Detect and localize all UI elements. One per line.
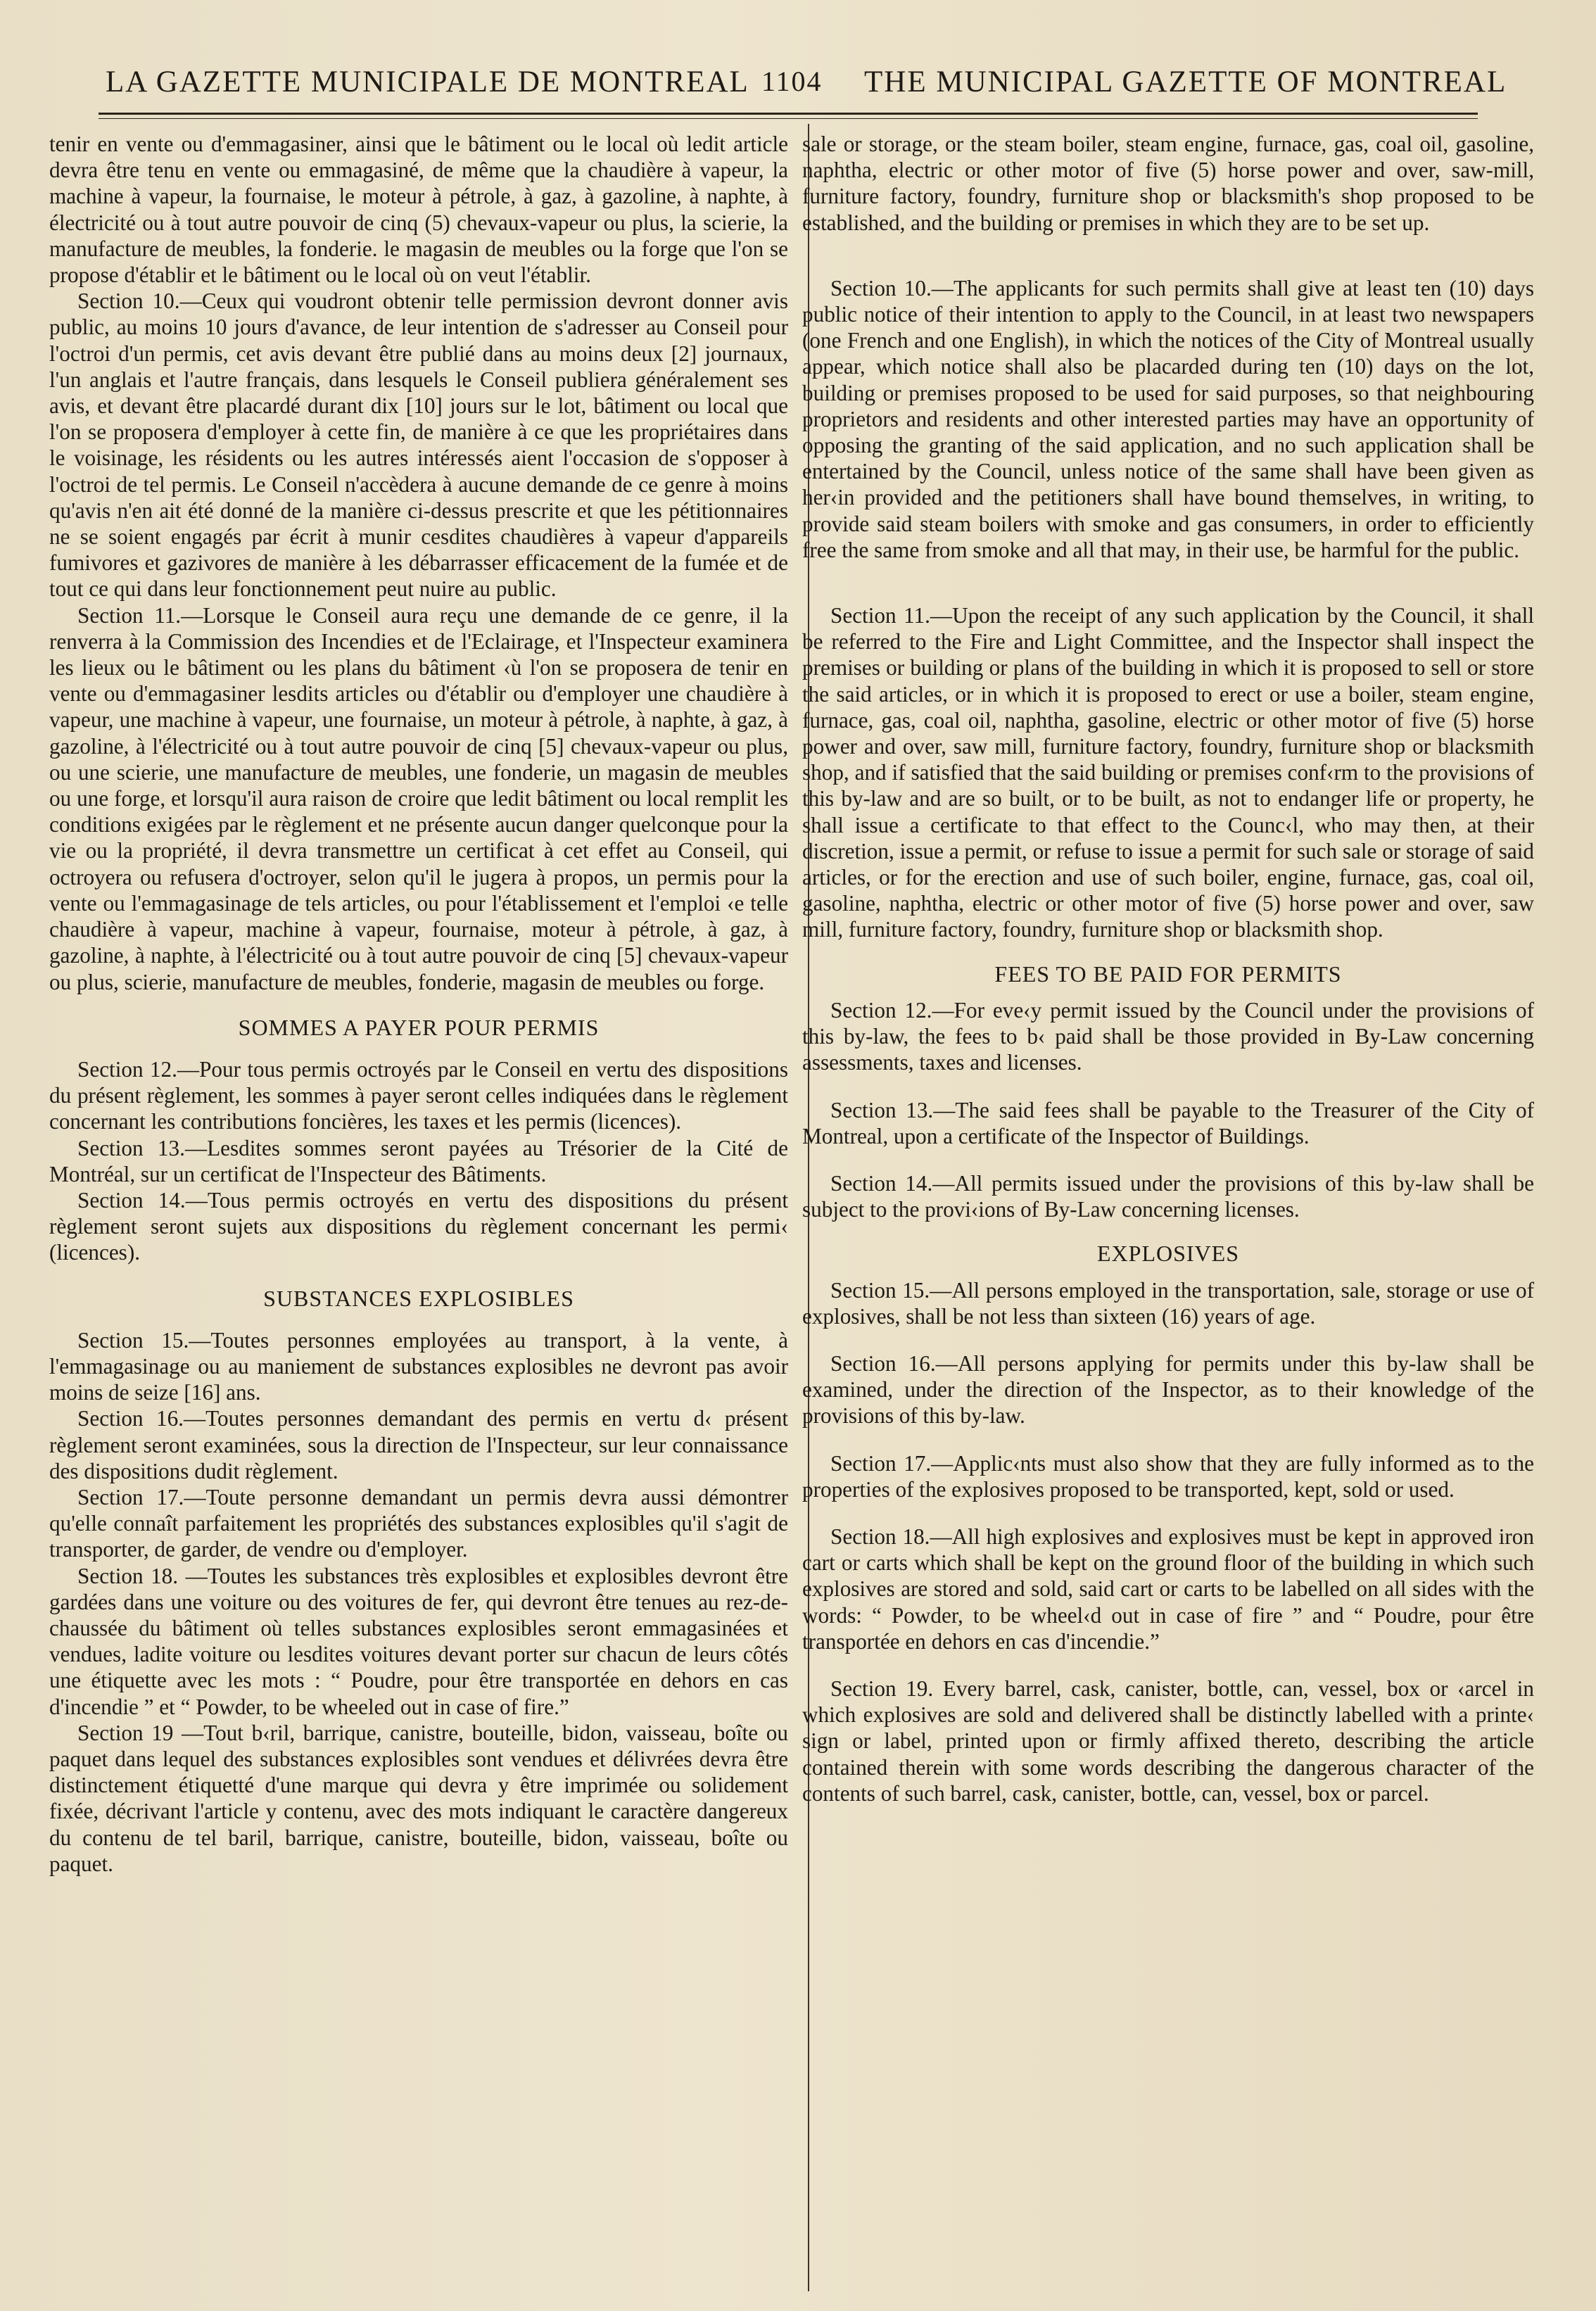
fr-section-14: Section 14.—Tous permis octroyés en vertu des dispositions du présent règlement seront sujets aux dispositions du règlement concernant les permi‹ (licences). [49,1187,788,1265]
fr-section-11: Section 11.—Lorsque le Conseil aura reçu une demande de ce genre, il la renverra à la Commission des Incendies et de l'Eclairage, et l'Inspecteur examinera les lieux ou le bâtiment ou les plans du bâtiment ‹ù l'on se proposera de tenir en vente ou d'emmagasiner lesdits articles ou d'établir ou d'employer une chaudière à vapeur, une machine à vapeur, une fournaise, un moteur à pétrole, à naphte, à gaz, à gazoline, à l'électricité ou à tout autre pouvoir de cinq [5] chevaux-vapeur ou plus, ou une scierie, une manufacture de meubles, une fonderie, un magasin de meubles ou une forge, et lorsqu'il aura raison de croire que ledit bâtiment ou local remplit les conditions exigées par le règlement et ne présente aucun danger quelconque pour la vie ou la propriété, il devra transmettre un certificat à cet effet au Conseil, qui octroyera ou refusera d'octroyer, selon qu'il le jugera à propos, un permis pour la vente ou l'emmagasinage de tels articles, ou pour l'établissement et l'emploi ‹e telle chaudière à vapeur, machine à vapeur, fournaise, moteur à pétrole, à gaz, à gazoline, à naphte, à l'électricité ou à tout autre pouvoir de cinq [5] chevaux-vapeur ou plus, scierie, manufacture de meubles, fonderie, magasin de meubles ou forge. [49,602,788,994]
en-section-11: Section 11.—Upon the receipt of any such application by the Council, it shall be referred to the Fire and Light Committee, and the Inspector shall inspect the premises or building or plans of the building in which it is proposed to sell or store the said articles, or in which it is proposed to erect or use a boiler, steam engine, furnace, gas, coal oil, naphtha, gasoline, electric or other motor of five (5) horse power and over, saw mill, furniture factory, foundry, furniture shop or blacksmith shop, and if satisfied that the said building or premises conf‹rm to the provisions of this by-law and are so built, or to be built, as not to endanger life or property, he shall issue a certificate to that effect to the Counc‹l, who may then, at their discretion, issue a permit, or refuse to issue a permit for such sale or storage of said articles, or for the erection and use of such boiler, engine, furnace, gas, coal oil, gasoline, naphtha, electric or other motor of five (5) horse power and over, saw mill, furniture factory, foundry, furniture shop or blacksmith shop. [802,603,1534,942]
en-section-18: Section 18.—All high explosives and explosives must be kept in approved iron cart or carts which shall be kept on the ground floor of the building in which such explosives are stored and sold, said cart or carts to be labelled on all sides with the words: “ Powder, to be wheel‹d out in case of fire ” and “ Poudre, pour être transportée en dehors en cas d'incendie.” [802,1524,1534,1654]
french-masthead: LA GAZETTE MUNICIPALE DE MONTREAL [106,65,749,99]
fr-heading-explosives: SUBSTANCES EXPLOSIBLES [263,1285,574,1311]
english-column [802,131,1534,1806]
en-section-17: Section 17.—Applic‹nts must also show that they are fully informed as to the properties of the explosives proposed to be transported, kept, sold or used. [802,1450,1534,1502]
header-rule-thin [99,118,1478,119]
en-section-15: Section 15.—All persons employed in the transportation, sale, storage or use of explosives, shall be not less than sixteen (16) years of age. [802,1277,1534,1329]
en-heading-fees: FEES TO BE PAID FOR PERMITS [994,961,1342,987]
en-section-13: Section 13.—The said fees shall be payable to the Treasurer of the City of Montreal, upon a certificate of the Inspector of Buildings. [802,1097,1534,1148]
en-continuation-paragraph: sale or storage, or the steam boiler, steam engine, furnace, gas, coal oil, gasoline, naphtha, electric or other motor of five (5) horse power and over, saw-mill, furniture factory, foundry, furniture shop or blacksmith's shop proposed to be established, and the building or premises in which they are to be set up. [802,132,1534,235]
en-section-10: Section 10.—The applicants for such permits shall give at least ten (10) days public notice of their intention to apply to the Council, in at least two newspapers (one French and one English), in which the notices of the City of Montreal usually appear, which notice shall also be placarded during ten (10) days on the lot, building or premises proposed to be used for said purposes, so that neighbouring proprietors and residents and other interested parties may have an opportunity of opposing the granting of the said application, and no such application shall be entertained by the Council, unless notice of the same shall have been given as her‹in provided and the petitioners shall have bound themselves, in writing, to provide said steam boilers with smoke and gas consumers, in order to efficiently free the same from smoke and all that may, in their use, be harmful for the public. [802,275,1534,562]
fr-section-12: Section 12.—Pour tous permis octroyés par le Conseil en vertu des dispositions du présent règlement, les sommes à payer seront celles indiquées dans le règlement concernant les contributions foncières, les taxes et les permis (licences). [49,1056,788,1134]
en-section-12: Section 12.—For eve‹y permit issued by the Council under the provisions of this by-law, the fees to b‹ paid shall be those provided in By-Law concerning assessments, taxes and licenses. [802,997,1534,1075]
en-section-16: Section 16.—All persons applying for permits under this by-law shall be examined, under the direction of the Inspector, as to their knowledge of the provisions of this by-law. [802,1350,1534,1429]
header-rule [99,113,1478,115]
fr-section-15: Section 15.—Toutes personnes employées au transport, à la vente, à l'emmagasinage ou au maniement de substances explosibles ne devront pas avoir moins de seize [16] ans. [49,1327,788,1405]
en-section-14: Section 14.—All permits issued under the provisions of this by-law shall be subject to the provi‹ions of By-Law concerning licenses. [802,1170,1534,1222]
french-column [49,131,788,1877]
fr-continuation-paragraph: tenir en vente ou d'emmagasiner, ainsi que le bâtiment ou le local où ledit article devra être tenu en vente ou emmagasiné, de même que la chaudière à vapeur, la machine à vapeur, la fournaise, le moteur à pétrole, à gaz, à gazoline, à naphte, à électricité ou à tout autre pouvoir de cinq (5) chevaux-vapeur ou plus, la scierie, la manufacture de meubles, la fonderie. le magasin de meubles ou la forge que l'on se propose d'établir et le bâtiment ou le local où on veut l'établir. [49,132,788,288]
fr-section-10: Section 10.—Ceux qui voudront obtenir telle permission devront donner avis public, au moins 10 jours d'avance, de leur intention de s'adresser au Conseil pour l'octroi d'un permis, cet avis devant être publié dans au moins deux [2] journaux, l'un anglais et l'autre français, dans lesquels le Conseil publiera généralement ses avis, et devant être placardé durant dix [10] jours sur le lot, bâtiment ou local que l'on se proposera d'employer à cette fin, de manière à ce que les propriétaires dans le voisinage, les résidents ou les autres intéressés aient l'occasion de s'opposer à l'octroi de tel permis. Le Conseil n'accèdera à aucune demande de ce genre à moins qu'avis n'en ait été donné de la manière ci-dessus prescrite et que les pétitionnaires ne se soient engagés par écrit à munir cesdites chaudières à vapeur d'appareils fumivores et gazivores de manière à les débarrasser efficacement de la fumée et de tout ce qui dans leur fonctionnement peut nuire au public. [49,289,788,602]
fr-section-19: Section 19 —Tout b‹ril, barrique, canistre, bouteille, bidon, vaisseau, boîte ou paquet dans lequel des substances explosibles sont vendues et délivrées devra être distinctement étiquetté d'une marque qui devra y être imprimée ou solidement fixée, décrivant l'article y contenu, avec des mots indiquant le caractère dangereux du contenu de tel baril, barrique, canistre, bouteille, bidon, vaisseau, boîte ou paquet. [49,1720,788,1876]
english-masthead: THE MUNICIPAL GAZETTE OF MONTREAL [864,65,1507,99]
fr-heading-fees: SOMMES A PAYER POUR PERMIS [238,1014,600,1040]
fr-section-17: Section 17.—Toute personne demandant un permis devra aussi démontrer qu'elle connaît parfaitement les propriétés des substances explosibles qu'il s'agit de transporter, de garder, de vendre ou d'employer. [49,1484,788,1562]
fr-section-13: Section 13.—Lesdites sommes seront payées au Trésorier de la Cité de Montréal, sur un certificat de l'Inspecteur des Bâtiments. [49,1135,788,1186]
en-section-19: Section 19. Every barrel, cask, canister, bottle, can, vessel, box or ‹arcel in which explosives are sold and delivered shall be distinctly labelled with a printe‹ sign or label, printed upon or firmly affixed thereto, describing the article contained therein with some words describing the dangerous character of the contents of such barrel, cask, canister, bottle, can, vessel, box or parcel. [802,1676,1534,1806]
fr-section-18: Section 18. —Toutes les substances très explosibles et explosibles devront être gardées dans une voiture ou des voitures de fer, qui devront être tenues au rez-de-chaussée du bâtiment où telles substances explosibles seront emmagasinées et vendues, ladite voiture ou lesdites voitures devant porter sur chacun de leurs côtés une étiquette avec les mots : “ Poudre, pour être transportée en dehors en cas d'incendie ” et “ Powder, to be wheeled out in case of fire.” [49,1563,788,1719]
en-heading-explosives: EXPLOSIVES [1096,1241,1239,1267]
fr-section-16: Section 16.—Toutes personnes demandant des permis en vertu d‹ présent règlement seront examinées, sous la direction de l'Inspecteur, sur leur connaissance des dispositions dudit règlement. [49,1406,788,1483]
page-number: 1104 [761,65,823,97]
